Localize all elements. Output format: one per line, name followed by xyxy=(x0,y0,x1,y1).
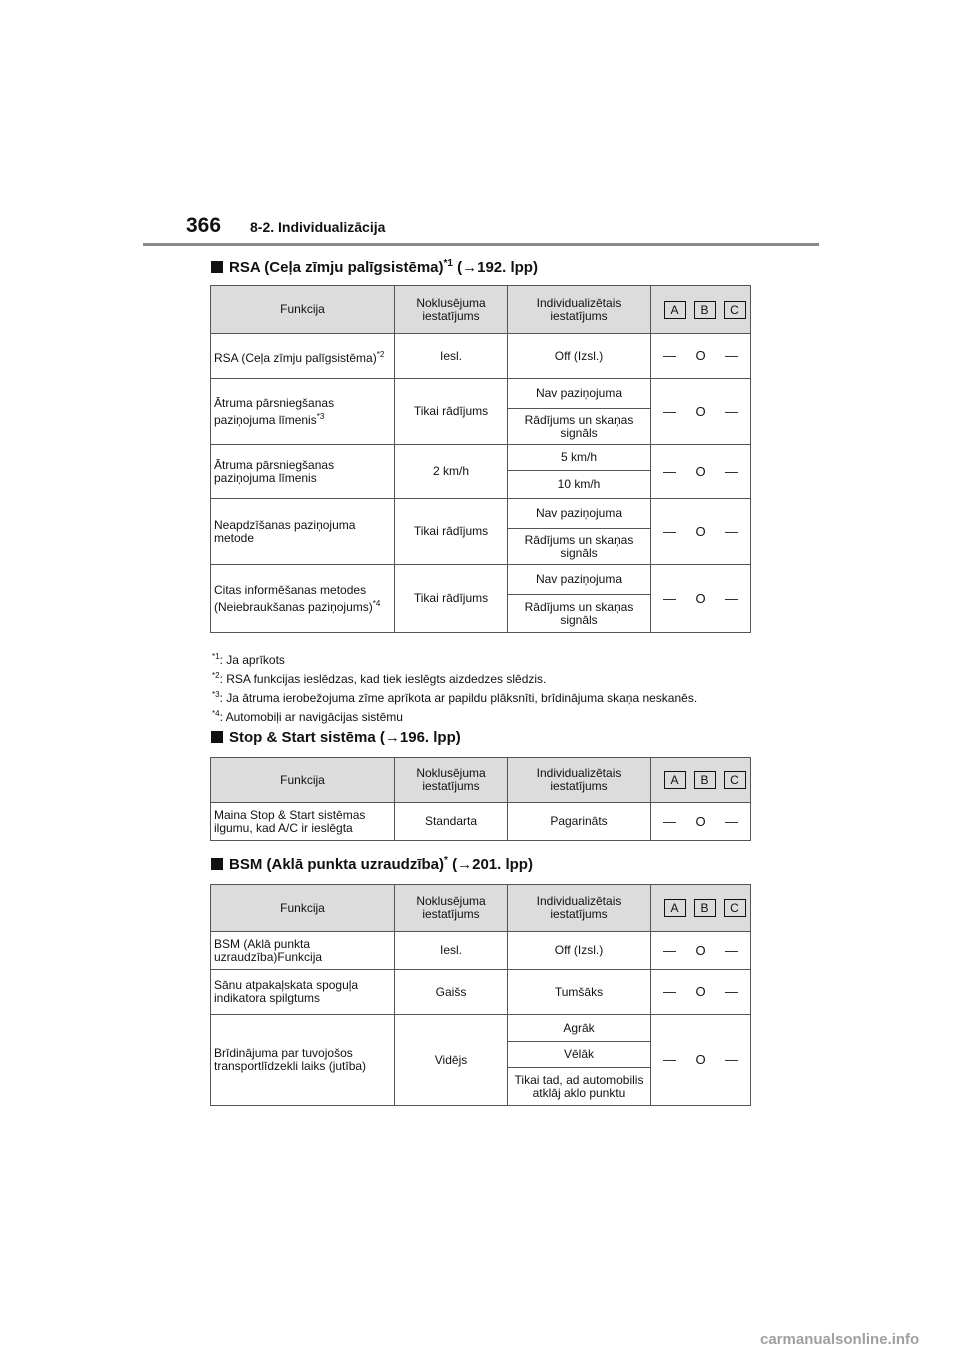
function-text: Ātruma pārsniegšanas paziņojuma līmenis xyxy=(214,457,335,485)
label-a: A xyxy=(664,771,686,789)
col-header-function: Funkcija xyxy=(211,758,395,803)
section-title-sup: * xyxy=(444,855,448,866)
square-bullet-icon xyxy=(211,731,223,743)
cell-abc xyxy=(651,932,751,970)
mark-a: — xyxy=(663,984,676,999)
footnote-mark: *4 xyxy=(212,709,220,718)
cell-function: BSM (Aklā punkta uzraudzība)Funkcija xyxy=(211,932,395,970)
square-bullet-icon xyxy=(211,858,223,870)
cell-custom: Tikai tad, ad automobilis atklāj aklo punktu xyxy=(508,1068,651,1106)
mark-a: — xyxy=(663,463,676,479)
cell-default: Standarta xyxy=(395,803,508,841)
col-header-custom: Individualizētais iestatījums xyxy=(508,758,651,803)
mark-c: — xyxy=(725,523,738,539)
mark-c: — xyxy=(725,813,738,829)
mark-a: — xyxy=(663,348,676,363)
function-text: Neapdzīšanas paziņojuma metode xyxy=(214,517,356,545)
function-text: RSA (Ceļa zīmju palīgsistēma) xyxy=(214,350,377,365)
table-row xyxy=(211,1015,751,1042)
col-header-default: Noklusējuma iestatījums xyxy=(395,885,508,932)
col-header-default: Noklusējuma iestatījums xyxy=(395,286,508,334)
cell-custom: Tumšāks xyxy=(508,970,651,1015)
cell-abc xyxy=(651,1015,751,1106)
section-title-rsa xyxy=(211,258,538,276)
cell-default: Vidējs xyxy=(395,1015,508,1106)
cell-custom: 10 km/h xyxy=(508,471,651,499)
label-c: C xyxy=(724,899,746,917)
cell-function: Sānu atpakaļskata spoguļa indikatora spilgtums xyxy=(211,970,395,1015)
function-sup: *3 xyxy=(316,411,325,421)
cell-default: Tikai rādījums xyxy=(395,379,508,445)
footnote xyxy=(212,650,285,667)
table-header-row xyxy=(211,885,751,932)
footnote xyxy=(212,707,403,724)
section-title-stop-start xyxy=(211,729,461,746)
cell-default: Iesl. xyxy=(395,334,508,379)
footnote-text: : Ja aprīkots xyxy=(219,653,285,667)
mark-c: — xyxy=(725,463,738,479)
mark-c: — xyxy=(725,403,738,419)
table-row xyxy=(211,803,751,841)
function-text: Citas informēšanas metodes (Neiebraukšanas paziņojums) xyxy=(214,582,373,614)
col-header-custom: Individualizētais iestatījums xyxy=(508,885,651,932)
rsa-settings-table xyxy=(210,285,751,633)
footnote-mark: *1 xyxy=(212,652,220,661)
chapter-title: 8-2. Individualizācija xyxy=(250,219,386,235)
cell-default: Gaišs xyxy=(395,970,508,1015)
cell-custom: Agrāk xyxy=(508,1015,651,1042)
cell-function xyxy=(211,565,395,633)
cell-abc xyxy=(651,334,751,379)
cell-custom: Pagarināts xyxy=(508,803,651,841)
col-header-custom: Individualizētais iestatījums xyxy=(508,286,651,334)
footnote-text: : Ja ātruma ierobežojuma zīme aprīkota ar papildu plāksnīti, brīdinājuma skaņa neskanēs. xyxy=(219,691,698,705)
cell-abc xyxy=(651,499,751,565)
table-row xyxy=(211,499,751,529)
square-bullet-icon xyxy=(211,261,223,273)
table-row xyxy=(211,379,751,409)
label-b: B xyxy=(694,301,716,319)
cell-default: Tikai rādījums xyxy=(395,499,508,565)
cell-abc xyxy=(651,803,751,841)
cell-custom: Vēlāk xyxy=(508,1042,651,1068)
footnote-mark: *3 xyxy=(212,690,220,699)
col-header-abc xyxy=(651,286,751,334)
section-title-sup: *1 xyxy=(443,258,453,269)
footnote-text: : RSA funkcijas ieslēdzas, kad tiek ieslēgts aizdedzes slēdzis. xyxy=(219,672,547,686)
mark-b: O xyxy=(695,813,706,829)
section-page-ref: (→192. lpp) xyxy=(452,259,538,276)
label-b: B xyxy=(694,899,716,917)
table-row xyxy=(211,970,751,1015)
watermark: carmanualsonline.info xyxy=(760,1331,920,1348)
cell-abc xyxy=(651,379,751,445)
cell-custom: Rādījums un skaņas signāls xyxy=(508,409,651,445)
mark-a: — xyxy=(663,523,676,539)
cell-default: 2 km/h xyxy=(395,445,508,499)
mark-a: — xyxy=(663,942,676,958)
section-title-text: BSM (Aklā punkta uzraudzība) xyxy=(229,856,445,873)
function-sup: *2 xyxy=(376,349,385,359)
label-c: C xyxy=(724,771,746,789)
header-rule xyxy=(143,243,819,246)
cell-function: Brīdinājuma par tuvojošos transportlīdzekli laiks (jutība) xyxy=(211,1015,395,1106)
mark-c: — xyxy=(725,1052,738,1067)
cell-custom: Nav paziņojuma xyxy=(508,499,651,529)
table-row xyxy=(211,565,751,595)
mark-b: O xyxy=(695,984,706,999)
section-page-ref: (→196. lpp) xyxy=(375,729,461,746)
cell-custom: Rādījums un skaņas signāls xyxy=(508,529,651,565)
cell-function: Maina Stop & Start sistēmas ilgumu, kad A/C ir ieslēgta xyxy=(211,803,395,841)
section-page-ref: (→201. lpp) xyxy=(447,856,533,873)
cell-abc xyxy=(651,970,751,1015)
cell-abc xyxy=(651,565,751,633)
section-title-text: Stop & Start sistēma xyxy=(229,729,376,746)
mark-c: — xyxy=(725,590,738,606)
col-header-abc xyxy=(651,758,751,803)
mark-b: O xyxy=(695,590,706,606)
function-sup: *4 xyxy=(372,598,381,608)
mark-a: — xyxy=(663,813,676,829)
label-a: A xyxy=(664,899,686,917)
cell-custom: Nav paziņojuma xyxy=(508,565,651,595)
mark-b: O xyxy=(695,463,706,479)
mark-c: — xyxy=(725,984,738,999)
table-row xyxy=(211,932,751,970)
footnote-text: : Automobiļi ar navigācijas sistēmu xyxy=(219,710,403,724)
table-header-row xyxy=(211,286,751,334)
cell-custom: Off (Izsl.) xyxy=(508,334,651,379)
section-title-text: RSA (Ceļa zīmju palīgsistēma) xyxy=(229,259,444,276)
mark-b: O xyxy=(695,1052,706,1067)
cell-abc xyxy=(651,445,751,499)
mark-c: — xyxy=(725,348,738,363)
stop-start-settings-table xyxy=(210,757,751,841)
table-row xyxy=(211,445,751,471)
mark-a: — xyxy=(663,590,676,606)
page-number: 366 xyxy=(186,214,222,237)
mark-c: — xyxy=(725,942,738,958)
col-header-abc xyxy=(651,885,751,932)
mark-b: O xyxy=(695,523,706,539)
bsm-settings-table xyxy=(210,884,751,1106)
cell-default: Iesl. xyxy=(395,932,508,970)
footnote xyxy=(212,688,697,705)
table-header-row xyxy=(211,758,751,803)
mark-b: O xyxy=(695,942,706,958)
footnote-mark: *2 xyxy=(212,671,220,680)
cell-custom: 5 km/h xyxy=(508,445,651,471)
col-header-function: Funkcija xyxy=(211,286,395,334)
cell-custom: Off (Izsl.) xyxy=(508,932,651,970)
mark-a: — xyxy=(663,403,676,419)
col-header-default: Noklusējuma iestatījums xyxy=(395,758,508,803)
mark-b: O xyxy=(695,348,706,363)
label-a: A xyxy=(664,301,686,319)
cell-function xyxy=(211,379,395,445)
col-header-function: Funkcija xyxy=(211,885,395,932)
cell-custom: Rādījums un skaņas signāls xyxy=(508,595,651,633)
cell-function xyxy=(211,499,395,565)
table-row xyxy=(211,334,751,379)
cell-default: Tikai rādījums xyxy=(395,565,508,633)
label-c: C xyxy=(724,301,746,319)
mark-a: — xyxy=(663,1052,676,1067)
mark-b: O xyxy=(695,403,706,419)
footnote xyxy=(212,669,546,686)
cell-function xyxy=(211,334,395,379)
function-text: Ātruma pārsniegšanas paziņojuma līmenis xyxy=(214,395,335,427)
section-title-bsm xyxy=(211,855,533,873)
label-b: B xyxy=(694,771,716,789)
cell-custom: Nav paziņojuma xyxy=(508,379,651,409)
cell-function xyxy=(211,445,395,499)
